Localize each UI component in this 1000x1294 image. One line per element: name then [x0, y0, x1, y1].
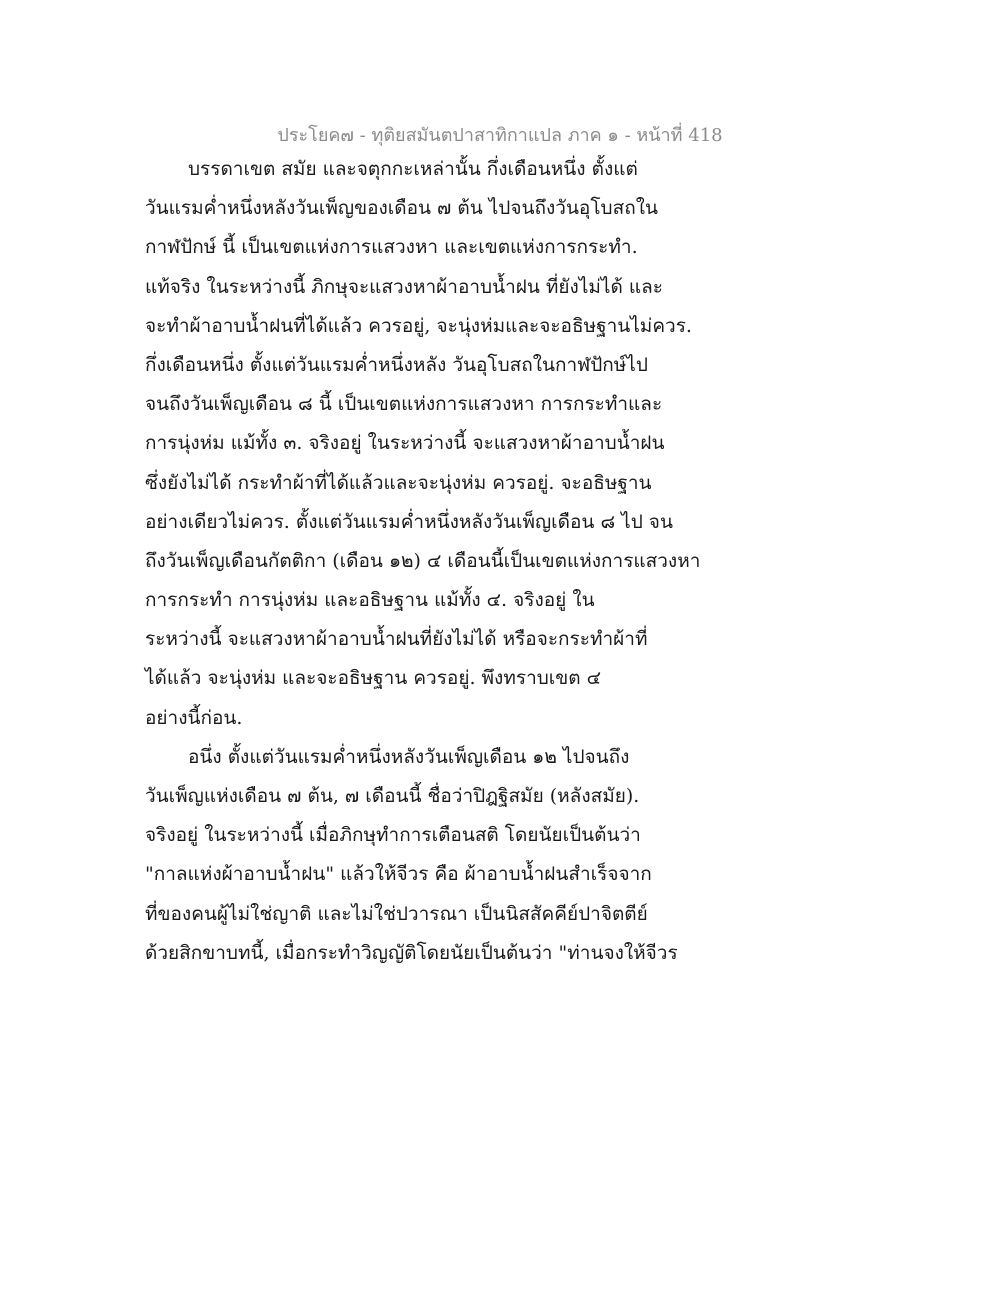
text-line: จะทำผ้าอาบน้ำฝนที่ได้แล้ว ควรอยู่, จะนุ่งห่มและจะอธิษฐานไม่ควร. [145, 314, 692, 337]
running-header: ประโยค๗ - ทุติยสมันตปาสาทิกาแปล ภาค ๑ - หน้าที่ 418 [277, 125, 723, 146]
paragraph-1 [145, 150, 725, 738]
text-line: จริงอยู่ ในระหว่างนี้ เมื่อภิกษุทำการเตือนสติ โดยนัยเป็นต้นว่า [145, 824, 641, 847]
text-line: "กาลแห่งผ้าอาบน้ำฝน" แล้วให้จีวร คือ ผ้าอาบน้ำฝนสำเร็จจาก [145, 863, 652, 886]
text-line: วันเพ็ญแห่งเดือน ๗ ต้น, ๗ เดือนนี้ ชื่อว่าปิฎฐิสมัย (หลังสมัย). [145, 785, 640, 807]
text-line: แท้จริง ในระหว่างนี้ ภิกษุจะแสวงหาผ้าอาบน้ำฝน ที่ยังไม่ได้ และ [145, 275, 663, 298]
text-line: กาฬปักษ์ นี้ เป็นเขตแห่งการแสวงหา และเขตแห่งการกระทำ. [145, 236, 638, 259]
text-line: อย่างนี้ก่อน. [145, 706, 243, 729]
text-line: ซึ่งยังไม่ได้ กระทำผ้าที่ได้แล้วและจะนุ่งห่ม ควรอยู่. จะอธิษฐาน [145, 471, 652, 494]
text-line: จนถึงวันเพ็ญเดือน ๘ นี้ เป็นเขตแห่งการแสวงหา การกระทำและ [145, 393, 663, 416]
body-text [145, 150, 725, 973]
text-line: ได้แล้ว จะนุ่งห่ม และจะอธิษฐาน ควรอยู่. พึงทราบเขต ๔ [145, 667, 602, 690]
text-line: ระหว่างนี้ จะแสวงหาผ้าอาบน้ำฝนที่ยังไม่ได้ หรือจะกระทำผ้าที่ [145, 628, 648, 651]
text-line: ด้วยสิกขาบทนี้, เมื่อกระทำวิญญัติโดยนัยเป็นต้นว่า "ท่านจงให้จีวร [145, 941, 678, 964]
text-line: การนุ่งห่ม แม้ทั้ง ๓. จริงอยู่ ในระหว่างนี้ จะแสวงหาผ้าอาบน้ำฝน [145, 432, 665, 455]
text-line: ถึงวันเพ็ญเดือนกัตติกา (เดือน ๑๒) ๔ เดือนนี้เป็นเขตแห่งการแสวงหา [145, 549, 701, 572]
text-line: บรรดาเขต สมัย และจตุกกะเหล่านั้น กึ่งเดือนหนึ่ง ตั้งแต่ [188, 158, 638, 180]
text-line: วันแรมค่ำหนึ่งหลังวันเพ็ญของเดือน ๗ ต้น ไปจนถึงวันอุโบสถใน [145, 197, 658, 220]
text-line: การกระทำ การนุ่งห่ม และอธิษฐาน แม้ทั้ง ๔. จริงอยู่ ใน [145, 589, 595, 612]
text-line: กึ่งเดือนหนึ่ง ตั้งแต่วันแรมค่ำหนึ่งหลัง วันอุโบสถในกาฬปักษ์ไป [145, 353, 648, 376]
paragraph-2 [145, 738, 725, 973]
text-line: อย่างเดียวไม่ควร. ตั้งแต่วันแรมค่ำหนึ่งหลังวันเพ็ญเดือน ๘ ไป จน [145, 510, 673, 533]
text-line: อนึ่ง ตั้งแต่วันแรมค่ำหนึ่งหลังวันเพ็ญเดือน ๑๒ ไปจนถึง [188, 745, 630, 768]
text-line: ที่ของคนผู้ไม่ใช่ญาติ และไม่ใช่ปวารณา เป็นนิสสัคคีย์ปาจิตตีย์ [145, 902, 648, 925]
